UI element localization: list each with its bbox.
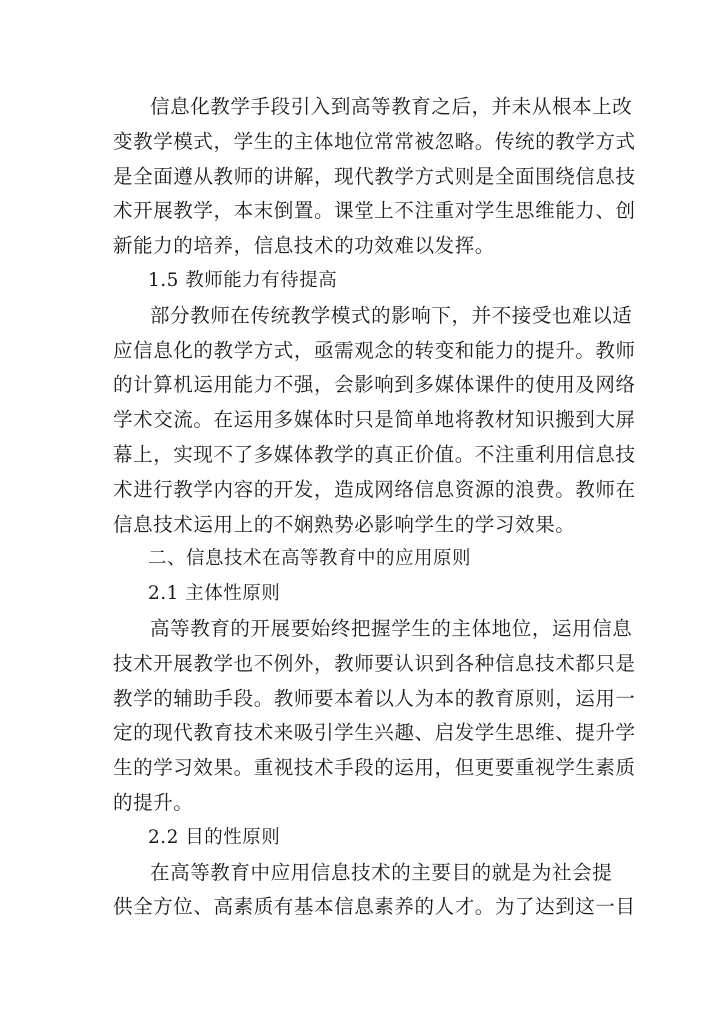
paragraph-line: 的计算机运用能力不强，会影响到多媒体课件的使用及网络	[113, 373, 636, 397]
paragraph-4	[113, 856, 636, 926]
paragraph-line: 学术交流。在运用多媒体时只是简单地将教材知识搬到大屏	[113, 408, 636, 432]
paragraph-line: 术进行教学内容的开发，造成网络信息资源的浪费。教师在	[113, 477, 636, 501]
paragraph-line: 部分教师在传统教学模式的影响下，并不接受也难以适	[150, 303, 633, 327]
paragraph-line: 的提升。	[113, 790, 194, 814]
section-heading-1-5: 1.5 教师能力有待提高	[148, 269, 338, 291]
paragraph-line: 教学的辅助手段。教师要本着以人为本的教育原则，运用一	[113, 686, 636, 710]
paragraph-line: 信息化教学手段引入到高等教育之后，并未从根本上改	[150, 95, 633, 118]
paragraph-line: 信息技术运用上的不娴熟势必影响学生的学习效果。	[113, 512, 576, 536]
section-heading-2-1: 2.1 主体性原则	[148, 583, 281, 605]
paragraph-line: 幕上，实现不了多媒体教学的真正价值。不注重利用信息技	[113, 442, 636, 466]
paragraph-line: 是全面遵从教师的讲解，现代教学方式则是全面围绕信息技	[113, 164, 636, 188]
paragraph-1	[113, 90, 636, 264]
chapter-heading-2: 二、信息技术在高等教育中的应用原则	[148, 548, 472, 570]
paragraph-line: 在高等教育中应用信息技术的主要目的就是为社会提	[150, 860, 613, 884]
paragraph-line: 术开展教学，本末倒置。课堂上不注重对学生思维能力、创	[113, 199, 636, 223]
paragraph-line: 变教学模式，学生的主体地位常常被忽略。传统的教学方式	[113, 129, 636, 153]
paragraph-line: 高等教育的开展要始终把握学生的主体地位，运用信息	[150, 616, 633, 640]
paragraph-line: 技术开展教学也不例外，教师要认识到各种信息技术都只是	[113, 651, 636, 675]
paragraph-2	[113, 299, 636, 543]
paragraph-line: 定的现代教育技术来吸引学生兴趣、启发学生思维、提升学	[113, 721, 636, 745]
paragraph-line: 应信息化的教学方式，亟需观念的转变和能力的提升。教师	[113, 338, 636, 362]
section-heading-2-2: 2.2 目的性原则	[148, 826, 281, 848]
paragraph-line: 供全方位、高素质有基本信息素养的人才。为了达到这一目	[113, 895, 636, 919]
paragraph-3	[113, 612, 636, 821]
document-page	[113, 90, 636, 925]
paragraph-line: 生的学习效果。重视技术手段的运用，但更要重视学生素质	[113, 756, 636, 780]
paragraph-line: 新能力的培养，信息技术的功效难以发挥。	[113, 234, 495, 258]
